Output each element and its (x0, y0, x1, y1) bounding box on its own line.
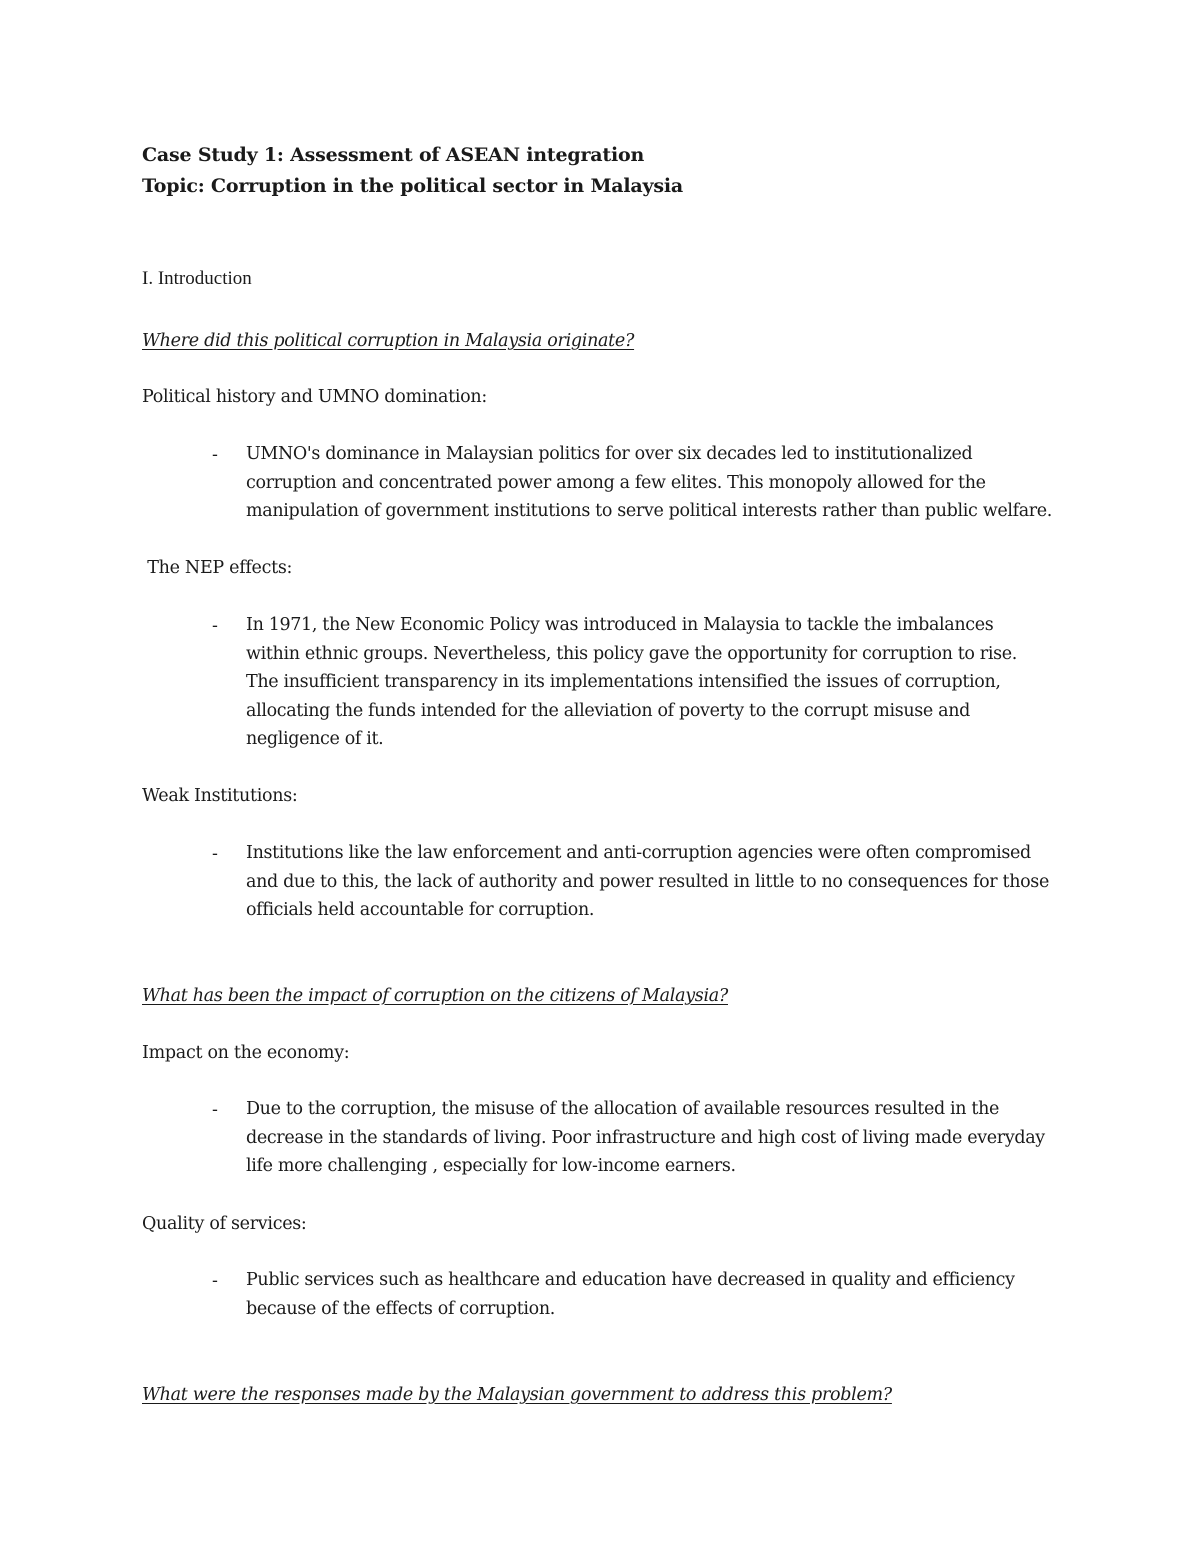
bullet-weak-institutions (246, 839, 1076, 925)
bullet-economy (246, 1095, 1076, 1181)
bullet-line: officials held accountable for corruption. (246, 900, 595, 920)
question-responses: What were the responses made by the Malaysian government to address this problem? (142, 1385, 892, 1405)
bullet-dash: - (212, 616, 218, 636)
subheading-economy: Impact on the economy: (142, 1043, 350, 1063)
bullet-line: life more challenging , especially for low-income earners. (246, 1156, 736, 1176)
bullet-line: because of the effects of corruption. (246, 1298, 555, 1319)
subheading-quality-of-services: Quality of services: (142, 1214, 307, 1234)
bullet-dash: - (212, 844, 218, 864)
bullet-line: UMNO's dominance in Malaysian politics for over six decades led to institutionalized (246, 444, 973, 464)
document-topic: Topic: Corruption in the political sector in Malaysia (142, 175, 683, 197)
section-heading-introduction: I. Introduction (142, 268, 252, 289)
bullet-line: The insufficient transparency in its implementations intensified the issues of corruption, (246, 672, 1001, 692)
question-impact: What has been the impact of corruption on the citizens of Malaysia? (142, 986, 728, 1006)
bullet-nep (246, 611, 1076, 754)
bullet-umno-dominance (246, 440, 1076, 526)
bullet-dash: - (212, 445, 218, 465)
bullet-line: Public services such as healthcare and education have decreased in quality and efficiency (246, 1270, 1015, 1290)
bullet-line: within ethnic groups. Nevertheless, this policy gave the opportunity for corruption to rise. (246, 643, 1017, 664)
bullet-line: allocating the funds intended for the alleviation of poverty to the corrupt misuse and (246, 700, 971, 721)
bullet-line: In 1971, the New Economic Policy was introduced in Malaysia to tackle the imbalances (246, 615, 994, 635)
bullet-line: and due to this, the lack of authority and power resulted in little to no consequences for those (246, 871, 1049, 892)
document-title: Case Study 1: Assessment of ASEAN integration (142, 144, 645, 166)
subheading-weak-institutions: Weak Institutions: (142, 786, 298, 806)
bullet-line: Due to the corruption, the misuse of the allocation of available resources resulted in the (246, 1099, 1000, 1119)
subheading-political-history: Political history and UMNO domination: (142, 387, 487, 407)
question-origin: Where did this political corruption in Malaysia originate? (142, 331, 635, 351)
bullet-dash: - (212, 1100, 218, 1120)
bullet-line: corruption and concentrated power among a few elites. This monopoly allowed for the (246, 472, 986, 493)
bullet-line: negligence of it. (246, 729, 384, 749)
bullet-line: manipulation of government institutions to serve political interests rather than public welfare. (246, 501, 1053, 521)
bullet-line: Institutions like the law enforcement and anti-corruption agencies were often compromised (246, 843, 1031, 863)
subheading-nep-effects: The NEP effects: (142, 558, 293, 578)
bullet-dash: - (212, 1271, 218, 1291)
bullet-services (246, 1266, 1076, 1323)
bullet-line: decrease in the standards of living. Poor infrastructure and high cost of living made everyday (246, 1127, 1045, 1148)
